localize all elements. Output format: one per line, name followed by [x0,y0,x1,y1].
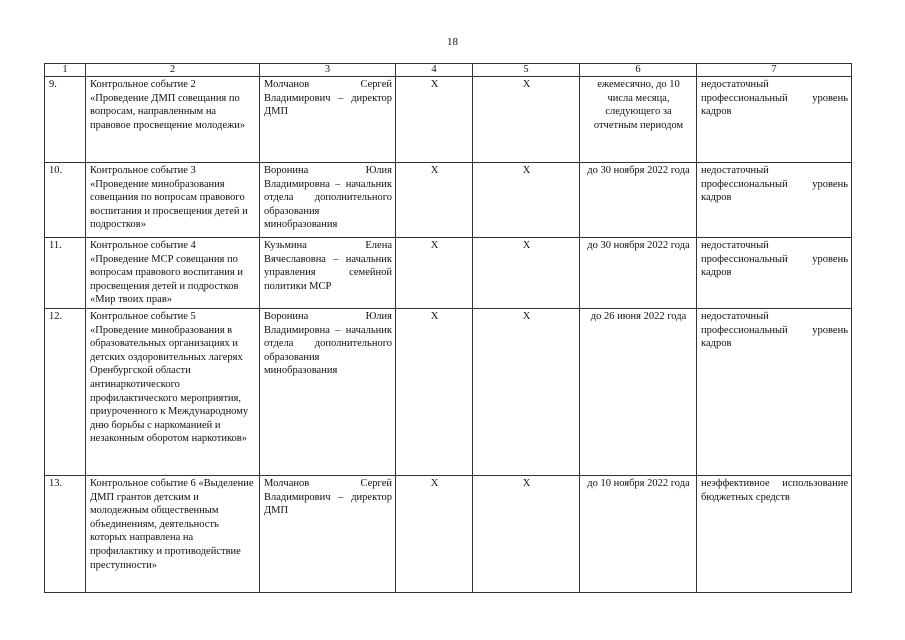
risk: недостаточный профессиональный уровень кадров [697,238,852,309]
table-row [45,308,852,475]
responsible-person: Молчанов Сергей Владимирович – директор ДМП [260,77,396,163]
deadline: до 26 июня 2022 года [580,308,697,475]
responsible-person: Воронина Юлия Владимировна – начальник отдела дополнительного образования минобразования [260,308,396,475]
row-number: 10. [45,163,86,238]
table-row [45,238,852,309]
column-header-7: 7 [697,64,852,77]
row-number: 11. [45,238,86,309]
row-number: 9. [45,77,86,163]
column-4-value: Х [396,475,473,592]
row-number: 12. [45,308,86,475]
row-number: 13. [45,475,86,592]
events-table [44,63,852,593]
control-event: Контрольное событие 2 «Проведение ДМП совещания по вопросам, направленным на правовое просвещение молодежи» [86,77,260,163]
table-row [45,475,852,592]
control-event: Контрольное событие 6 «Выделение ДМП грантов детским и молодежным общественным объединениям, деятельность которых направлена на профилактику и противодействие преступности» [86,475,260,592]
responsible-person: Кузьмина Елена Вячеславовна – начальник управления семейной политики МСР [260,238,396,309]
column-5-value: Х [473,238,580,309]
table-row [45,77,852,163]
table-header-row [45,64,852,77]
column-4-value: Х [396,238,473,309]
column-4-value: Х [396,77,473,163]
deadline: ежемесячно, до 10 числа месяца, следующего за отчетным периодом [580,77,697,163]
column-header-3: 3 [260,64,396,77]
table-row [45,163,852,238]
risk: недостаточный профессиональный уровень кадров [697,77,852,163]
column-header-1: 1 [45,64,86,77]
column-5-value: Х [473,308,580,475]
control-event: Контрольное событие 3 «Проведение минобразования совещания по вопросам правового воспитания и просвещения детей и подростков» [86,163,260,238]
column-4-value: Х [396,308,473,475]
column-header-4: 4 [396,64,473,77]
risk: недостаточный профессиональный уровень кадров [697,163,852,238]
column-header-2: 2 [86,64,260,77]
deadline: до 30 ноября 2022 года [580,238,697,309]
risk: неэффективное использование бюджетных средств [697,475,852,592]
column-4-value: Х [396,163,473,238]
control-event: Контрольное событие 5 «Проведение минобразования в образовательных организациях и детских оздоровительных лагерях Оренбургской области антинаркотического профилактического мероприятия, приуроченного к Международному дню борьбы с наркоманией и незаконным оборотом наркотиков» [86,308,260,475]
responsible-person: Молчанов Сергей Владимирович – директор ДМП [260,475,396,592]
page-number: 18 [447,36,458,48]
column-5-value: Х [473,475,580,592]
responsible-person: Воронина Юлия Владимировна – начальник отдела дополнительного образования минобразования [260,163,396,238]
column-5-value: Х [473,77,580,163]
column-header-6: 6 [580,64,697,77]
risk: недостаточный профессиональный уровень кадров [697,308,852,475]
control-event: Контрольное событие 4 «Проведение МСР совещания по вопросам правового воспитания и просвещения детей и подростков «Мир твоих прав» [86,238,260,309]
column-5-value: Х [473,163,580,238]
deadline: до 10 ноября 2022 года [580,475,697,592]
column-header-5: 5 [473,64,580,77]
deadline: до 30 ноября 2022 года [580,163,697,238]
